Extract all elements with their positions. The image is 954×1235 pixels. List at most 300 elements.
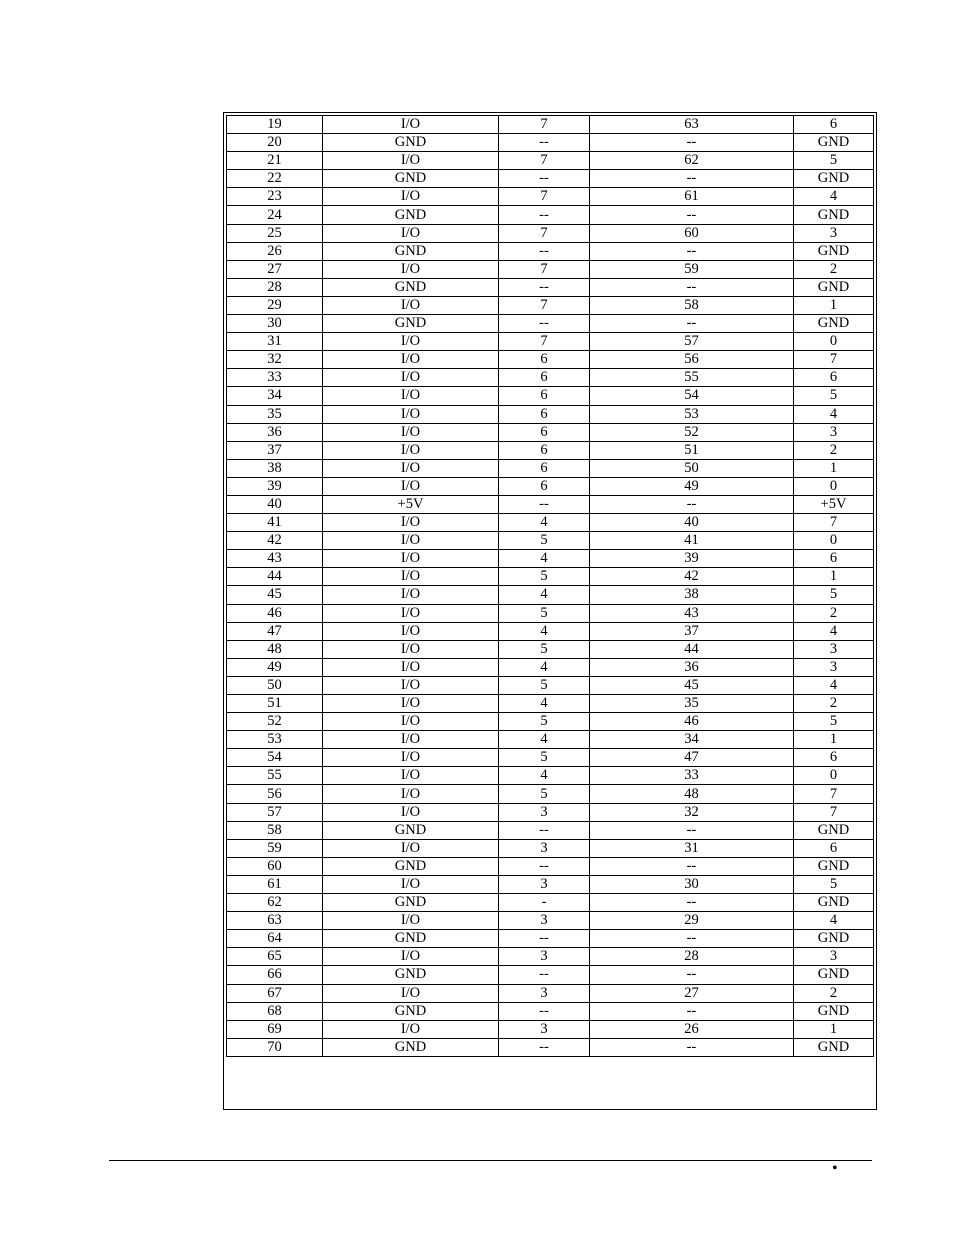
io-channel-cell: 32 <box>590 803 794 821</box>
signal-type-cell: I/O <box>323 984 499 1002</box>
bit-cell: 0 <box>794 767 874 785</box>
bit-cell: 6 <box>794 369 874 387</box>
table-row <box>227 405 874 423</box>
port-cell: 4 <box>499 586 590 604</box>
port-cell: -- <box>499 966 590 984</box>
port-cell: 6 <box>499 459 590 477</box>
table-row <box>227 459 874 477</box>
signal-type-cell: I/O <box>323 622 499 640</box>
bit-cell: GND <box>794 315 874 333</box>
pin-number-cell: 68 <box>227 1002 323 1020</box>
table-row <box>227 658 874 676</box>
signal-type-cell: I/O <box>323 405 499 423</box>
signal-type-cell: I/O <box>323 1020 499 1038</box>
table-row <box>227 116 874 134</box>
table-row <box>227 477 874 495</box>
port-cell: 7 <box>499 260 590 278</box>
signal-type-cell: I/O <box>323 441 499 459</box>
table-row <box>227 695 874 713</box>
pin-number-cell: 70 <box>227 1038 323 1056</box>
bit-cell: 7 <box>794 351 874 369</box>
table-row <box>227 713 874 731</box>
io-channel-cell: -- <box>590 930 794 948</box>
pin-number-cell: 55 <box>227 767 323 785</box>
bit-cell: 1 <box>794 296 874 314</box>
pin-number-cell: 69 <box>227 1020 323 1038</box>
signal-type-cell: I/O <box>323 333 499 351</box>
signal-type-cell: I/O <box>323 912 499 930</box>
table-row <box>227 1038 874 1056</box>
pin-number-cell: 62 <box>227 894 323 912</box>
table-row <box>227 984 874 1002</box>
io-channel-cell: 54 <box>590 387 794 405</box>
port-cell: 7 <box>499 296 590 314</box>
io-channel-cell: -- <box>590 278 794 296</box>
io-channel-cell: 35 <box>590 695 794 713</box>
port-cell: -- <box>499 206 590 224</box>
port-cell: 6 <box>499 405 590 423</box>
bit-cell: 1 <box>794 731 874 749</box>
bit-cell: 3 <box>794 658 874 676</box>
bit-cell: 4 <box>794 622 874 640</box>
io-channel-cell: 39 <box>590 550 794 568</box>
table-row <box>227 170 874 188</box>
io-channel-cell: 57 <box>590 333 794 351</box>
signal-type-cell: GND <box>323 315 499 333</box>
port-cell: 6 <box>499 423 590 441</box>
port-cell: 3 <box>499 839 590 857</box>
pin-number-cell: 64 <box>227 930 323 948</box>
port-cell: 4 <box>499 622 590 640</box>
signal-type-cell: I/O <box>323 875 499 893</box>
table-row <box>227 423 874 441</box>
pin-assignment-table <box>226 115 874 1057</box>
table-row <box>227 948 874 966</box>
pin-number-cell: 24 <box>227 206 323 224</box>
io-channel-cell: 61 <box>590 188 794 206</box>
bit-cell: GND <box>794 206 874 224</box>
io-channel-cell: -- <box>590 170 794 188</box>
bit-cell: 3 <box>794 224 874 242</box>
table-row <box>227 821 874 839</box>
table-row <box>227 785 874 803</box>
bit-cell: 6 <box>794 116 874 134</box>
io-channel-cell: 33 <box>590 767 794 785</box>
io-channel-cell: 50 <box>590 459 794 477</box>
io-channel-cell: 60 <box>590 224 794 242</box>
pin-number-cell: 57 <box>227 803 323 821</box>
bit-cell: 5 <box>794 713 874 731</box>
io-channel-cell: -- <box>590 206 794 224</box>
io-channel-cell: 48 <box>590 785 794 803</box>
pin-number-cell: 45 <box>227 586 323 604</box>
port-cell: 5 <box>499 713 590 731</box>
table-row <box>227 604 874 622</box>
pin-number-cell: 33 <box>227 369 323 387</box>
signal-type-cell: GND <box>323 1038 499 1056</box>
signal-type-cell: I/O <box>323 477 499 495</box>
bit-cell: 4 <box>794 676 874 694</box>
table-row <box>227 296 874 314</box>
pin-number-cell: 19 <box>227 116 323 134</box>
port-cell: 5 <box>499 568 590 586</box>
pin-number-cell: 51 <box>227 695 323 713</box>
bit-cell: GND <box>794 930 874 948</box>
io-channel-cell: -- <box>590 857 794 875</box>
bit-cell: 2 <box>794 260 874 278</box>
port-cell: 3 <box>499 803 590 821</box>
io-channel-cell: -- <box>590 821 794 839</box>
port-cell: 5 <box>499 676 590 694</box>
signal-type-cell: I/O <box>323 604 499 622</box>
io-channel-cell: 36 <box>590 658 794 676</box>
port-cell: -- <box>499 134 590 152</box>
port-cell: 7 <box>499 116 590 134</box>
io-channel-cell: 59 <box>590 260 794 278</box>
signal-type-cell: I/O <box>323 713 499 731</box>
signal-type-cell: GND <box>323 966 499 984</box>
signal-type-cell: I/O <box>323 676 499 694</box>
port-cell: 5 <box>499 785 590 803</box>
io-channel-cell: 29 <box>590 912 794 930</box>
bit-cell: 2 <box>794 984 874 1002</box>
io-channel-cell: 44 <box>590 640 794 658</box>
signal-type-cell: I/O <box>323 423 499 441</box>
bit-cell: 2 <box>794 604 874 622</box>
io-channel-cell: 41 <box>590 532 794 550</box>
pin-number-cell: 54 <box>227 749 323 767</box>
signal-type-cell: I/O <box>323 532 499 550</box>
port-cell: 3 <box>499 948 590 966</box>
io-channel-cell: 52 <box>590 423 794 441</box>
pin-number-cell: 22 <box>227 170 323 188</box>
signal-type-cell: I/O <box>323 188 499 206</box>
io-channel-cell: 30 <box>590 875 794 893</box>
signal-type-cell: I/O <box>323 640 499 658</box>
port-cell: 6 <box>499 477 590 495</box>
table-row <box>227 387 874 405</box>
signal-type-cell: GND <box>323 134 499 152</box>
signal-type-cell: I/O <box>323 387 499 405</box>
table-row <box>227 640 874 658</box>
signal-type-cell: I/O <box>323 152 499 170</box>
io-channel-cell: 63 <box>590 116 794 134</box>
table-row <box>227 260 874 278</box>
bit-cell: 5 <box>794 586 874 604</box>
signal-type-cell: GND <box>323 170 499 188</box>
signal-type-cell: GND <box>323 857 499 875</box>
bit-cell: +5V <box>794 495 874 513</box>
bit-cell: 5 <box>794 387 874 405</box>
table-row <box>227 242 874 260</box>
pin-assignment-table-frame <box>223 112 877 1110</box>
pin-number-cell: 29 <box>227 296 323 314</box>
bit-cell: GND <box>794 134 874 152</box>
port-cell: 3 <box>499 912 590 930</box>
port-cell: 6 <box>499 369 590 387</box>
signal-type-cell: I/O <box>323 116 499 134</box>
signal-type-cell: GND <box>323 242 499 260</box>
table-row <box>227 912 874 930</box>
table-row <box>227 857 874 875</box>
port-cell: -- <box>499 1002 590 1020</box>
signal-type-cell: I/O <box>323 948 499 966</box>
pin-number-cell: 42 <box>227 532 323 550</box>
io-channel-cell: 46 <box>590 713 794 731</box>
bit-cell: 1 <box>794 568 874 586</box>
table-row <box>227 278 874 296</box>
io-channel-cell: 31 <box>590 839 794 857</box>
signal-type-cell: GND <box>323 1002 499 1020</box>
pin-number-cell: 61 <box>227 875 323 893</box>
io-channel-cell: 47 <box>590 749 794 767</box>
pin-number-cell: 26 <box>227 242 323 260</box>
table-row <box>227 134 874 152</box>
bit-cell: 3 <box>794 423 874 441</box>
io-channel-cell: -- <box>590 966 794 984</box>
pin-number-cell: 48 <box>227 640 323 658</box>
io-channel-cell: 28 <box>590 948 794 966</box>
port-cell: 7 <box>499 224 590 242</box>
port-cell: 7 <box>499 152 590 170</box>
table-row <box>227 586 874 604</box>
port-cell: 7 <box>499 188 590 206</box>
pin-number-cell: 30 <box>227 315 323 333</box>
pin-number-cell: 50 <box>227 676 323 694</box>
signal-type-cell: I/O <box>323 369 499 387</box>
table-row <box>227 514 874 532</box>
pin-number-cell: 44 <box>227 568 323 586</box>
table-row <box>227 550 874 568</box>
port-cell: -- <box>499 857 590 875</box>
pin-number-cell: 38 <box>227 459 323 477</box>
signal-type-cell: GND <box>323 930 499 948</box>
bit-cell: 0 <box>794 532 874 550</box>
io-channel-cell: -- <box>590 894 794 912</box>
signal-type-cell: GND <box>323 278 499 296</box>
signal-type-cell: GND <box>323 206 499 224</box>
footer-bullet: • <box>832 1160 838 1177</box>
table-row <box>227 532 874 550</box>
bit-cell: 5 <box>794 152 874 170</box>
table-row <box>227 839 874 857</box>
pin-number-cell: 52 <box>227 713 323 731</box>
io-channel-cell: 37 <box>590 622 794 640</box>
signal-type-cell: I/O <box>323 658 499 676</box>
signal-type-cell: I/O <box>323 459 499 477</box>
bit-cell: GND <box>794 966 874 984</box>
port-cell: -- <box>499 930 590 948</box>
table-row <box>227 894 874 912</box>
signal-type-cell: I/O <box>323 749 499 767</box>
io-channel-cell: 53 <box>590 405 794 423</box>
table-row <box>227 749 874 767</box>
signal-type-cell: I/O <box>323 731 499 749</box>
table-row <box>227 803 874 821</box>
io-channel-cell: -- <box>590 242 794 260</box>
io-channel-cell: 45 <box>590 676 794 694</box>
pin-number-cell: 66 <box>227 966 323 984</box>
io-channel-cell: 49 <box>590 477 794 495</box>
io-channel-cell: 34 <box>590 731 794 749</box>
table-row <box>227 369 874 387</box>
pin-number-cell: 41 <box>227 514 323 532</box>
bit-cell: GND <box>794 894 874 912</box>
pin-number-cell: 43 <box>227 550 323 568</box>
pin-number-cell: 46 <box>227 604 323 622</box>
io-channel-cell: -- <box>590 315 794 333</box>
signal-type-cell: I/O <box>323 695 499 713</box>
io-channel-cell: 55 <box>590 369 794 387</box>
signal-type-cell: I/O <box>323 568 499 586</box>
port-cell: 4 <box>499 731 590 749</box>
table-row <box>227 315 874 333</box>
table-row <box>227 875 874 893</box>
port-cell: -- <box>499 495 590 513</box>
port-cell: -- <box>499 278 590 296</box>
pin-number-cell: 31 <box>227 333 323 351</box>
pin-number-cell: 58 <box>227 821 323 839</box>
bit-cell: 5 <box>794 875 874 893</box>
signal-type-cell: I/O <box>323 767 499 785</box>
pin-number-cell: 39 <box>227 477 323 495</box>
signal-type-cell: I/O <box>323 224 499 242</box>
pin-number-cell: 40 <box>227 495 323 513</box>
pin-number-cell: 49 <box>227 658 323 676</box>
table-row <box>227 676 874 694</box>
port-cell: -- <box>499 242 590 260</box>
pin-number-cell: 27 <box>227 260 323 278</box>
port-cell: 4 <box>499 514 590 532</box>
io-channel-cell: 42 <box>590 568 794 586</box>
signal-type-cell: I/O <box>323 586 499 604</box>
signal-type-cell: I/O <box>323 296 499 314</box>
table-row <box>227 966 874 984</box>
signal-type-cell: GND <box>323 894 499 912</box>
bit-cell: 4 <box>794 188 874 206</box>
pin-number-cell: 20 <box>227 134 323 152</box>
table-row <box>227 188 874 206</box>
pin-table-body <box>227 116 874 1057</box>
table-row <box>227 731 874 749</box>
port-cell: 6 <box>499 441 590 459</box>
bit-cell: 6 <box>794 550 874 568</box>
pin-number-cell: 65 <box>227 948 323 966</box>
bit-cell: 3 <box>794 640 874 658</box>
port-cell: 3 <box>499 875 590 893</box>
io-channel-cell: -- <box>590 1038 794 1056</box>
bit-cell: 7 <box>794 803 874 821</box>
io-channel-cell: -- <box>590 1002 794 1020</box>
bit-cell: 4 <box>794 405 874 423</box>
port-cell: -- <box>499 1038 590 1056</box>
port-cell: 5 <box>499 532 590 550</box>
pin-number-cell: 63 <box>227 912 323 930</box>
pin-number-cell: 28 <box>227 278 323 296</box>
pin-number-cell: 23 <box>227 188 323 206</box>
port-cell: 4 <box>499 767 590 785</box>
bit-cell: GND <box>794 170 874 188</box>
port-cell: 4 <box>499 695 590 713</box>
bit-cell: 3 <box>794 948 874 966</box>
bit-cell: GND <box>794 857 874 875</box>
footer-rule <box>109 1160 872 1161</box>
pin-number-cell: 35 <box>227 405 323 423</box>
port-cell: 3 <box>499 1020 590 1038</box>
table-row <box>227 622 874 640</box>
io-channel-cell: 51 <box>590 441 794 459</box>
io-channel-cell: 38 <box>590 586 794 604</box>
bit-cell: 6 <box>794 749 874 767</box>
signal-type-cell: I/O <box>323 803 499 821</box>
bit-cell: 7 <box>794 514 874 532</box>
signal-type-cell: GND <box>323 821 499 839</box>
signal-type-cell: I/O <box>323 839 499 857</box>
pin-number-cell: 59 <box>227 839 323 857</box>
port-cell: 3 <box>499 984 590 1002</box>
io-channel-cell: 58 <box>590 296 794 314</box>
bit-cell: GND <box>794 278 874 296</box>
table-row <box>227 1020 874 1038</box>
signal-type-cell: I/O <box>323 514 499 532</box>
pin-number-cell: 32 <box>227 351 323 369</box>
io-channel-cell: 27 <box>590 984 794 1002</box>
port-cell: 6 <box>499 351 590 369</box>
table-row <box>227 930 874 948</box>
bit-cell: GND <box>794 1038 874 1056</box>
bit-cell: 1 <box>794 1020 874 1038</box>
table-row <box>227 206 874 224</box>
table-row <box>227 224 874 242</box>
signal-type-cell: I/O <box>323 260 499 278</box>
pin-number-cell: 25 <box>227 224 323 242</box>
port-cell: 4 <box>499 658 590 676</box>
io-channel-cell: 40 <box>590 514 794 532</box>
table-row <box>227 351 874 369</box>
bit-cell: 0 <box>794 333 874 351</box>
bit-cell: 2 <box>794 441 874 459</box>
table-row <box>227 441 874 459</box>
bit-cell: GND <box>794 821 874 839</box>
bit-cell: 2 <box>794 695 874 713</box>
port-cell: 4 <box>499 550 590 568</box>
bit-cell: 1 <box>794 459 874 477</box>
pin-number-cell: 67 <box>227 984 323 1002</box>
signal-type-cell: I/O <box>323 351 499 369</box>
pin-number-cell: 60 <box>227 857 323 875</box>
table-row <box>227 495 874 513</box>
table-row <box>227 568 874 586</box>
bit-cell: GND <box>794 242 874 260</box>
io-channel-cell: 62 <box>590 152 794 170</box>
io-channel-cell: 56 <box>590 351 794 369</box>
pin-number-cell: 37 <box>227 441 323 459</box>
io-channel-cell: 26 <box>590 1020 794 1038</box>
io-channel-cell: -- <box>590 495 794 513</box>
pin-number-cell: 36 <box>227 423 323 441</box>
table-row <box>227 1002 874 1020</box>
port-cell: 7 <box>499 333 590 351</box>
table-row <box>227 152 874 170</box>
signal-type-cell: +5V <box>323 495 499 513</box>
table-row <box>227 767 874 785</box>
pin-number-cell: 53 <box>227 731 323 749</box>
bit-cell: 4 <box>794 912 874 930</box>
port-cell: - <box>499 894 590 912</box>
port-cell: 5 <box>499 604 590 622</box>
port-cell: 6 <box>499 387 590 405</box>
pin-number-cell: 56 <box>227 785 323 803</box>
